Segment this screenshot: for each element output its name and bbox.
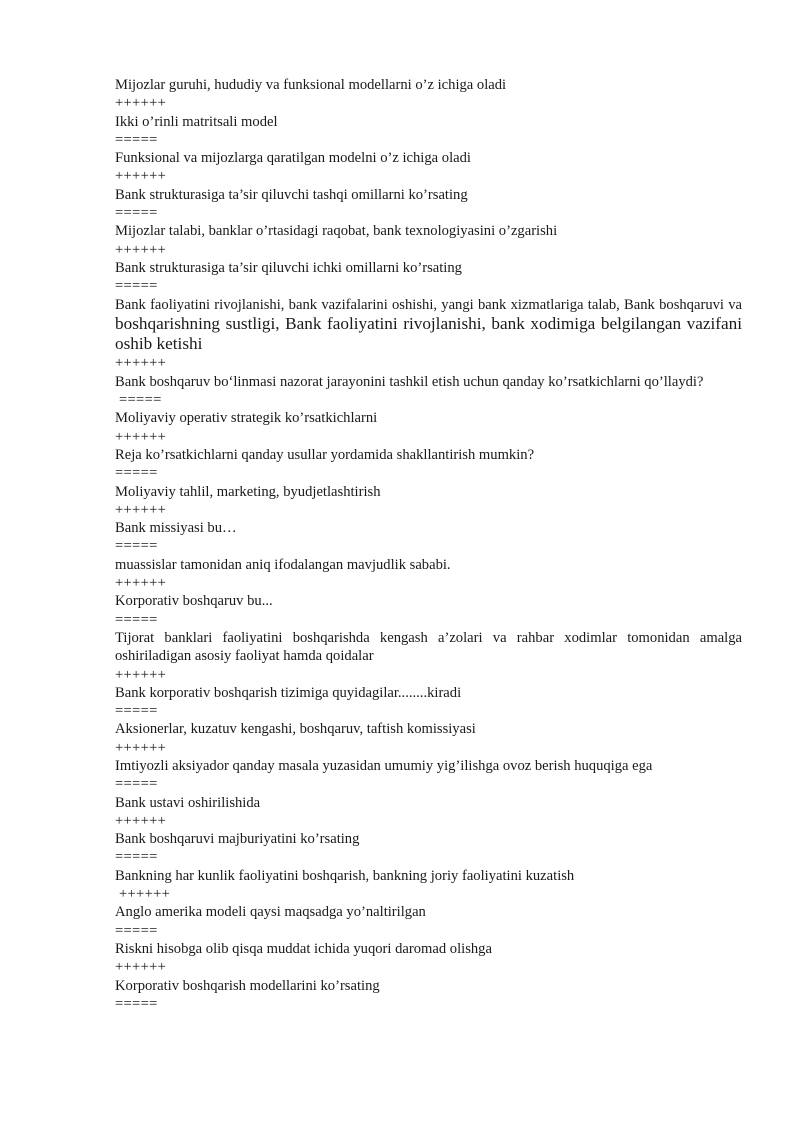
separator-line: ++++++ bbox=[115, 666, 167, 683]
paragraph-internal-factors-part1: Bank faoliyatini rivojlanishi, bank vazifalarini oshishi, yangi bank xizmatlariga talab, Bank boshqaruvi va bbox=[115, 296, 742, 313]
separator-line: ++++++ bbox=[115, 739, 167, 756]
text-line: Bankning har kunlik faoliyatini boshqarish, bankning joriy faoliyatini kuzatish bbox=[115, 867, 575, 884]
paragraph-internal-factors bbox=[115, 296, 742, 355]
separator-line: ===== bbox=[115, 205, 158, 222]
text-line: Aksionerlar, kuzatuv kengashi, boshqaruv, taftish komissiyasi bbox=[115, 721, 476, 738]
text-line: Bank strukturasiga ta’sir qiluvchi ichki omillarni ko’rsating bbox=[115, 259, 462, 276]
text-line: Imtiyozli aksiyador qanday masala yuzasidan umumiy yig’ilishga ovoz berish huquqiga ega bbox=[115, 757, 653, 774]
separator-line: ===== bbox=[115, 703, 158, 720]
text-line: Mijozlar talabi, banklar o’rtasidagi raqobat, bank texnologiyasini o’zgarishi bbox=[115, 223, 558, 240]
separator-line: ++++++ bbox=[115, 501, 167, 518]
paragraph-internal-factors-part2: boshqarishning sustligi, Bank faoliyatini rivojlanishi, bank xodimiga belgilangan vazifani oshib ketishi bbox=[115, 313, 742, 354]
separator-line: ++++++ bbox=[119, 886, 171, 903]
text-line: Korporativ boshqaruv bu... bbox=[115, 593, 273, 610]
paragraph-corporate-definition: Tijorat banklari faoliyatini boshqarishda kengash a’zolari va rahbar xodimlar tomonidan amalga oshiriladigan asosiy faoliyat hamda qoidalar bbox=[115, 629, 742, 665]
text-line: Reja ko’rsatkichlarni qanday usullar yordamida shakllantirish mumkin? bbox=[115, 446, 535, 463]
text-block-2 bbox=[115, 354, 742, 372]
text-block-1 bbox=[115, 76, 742, 296]
separator-line: ===== bbox=[115, 776, 158, 793]
separator-line: ===== bbox=[115, 611, 158, 628]
separator-line: ===== bbox=[115, 922, 158, 939]
text-line: Riskni hisobga olib qisqa muddat ichida yuqori daromad olishga bbox=[115, 940, 492, 957]
separator-line: ===== bbox=[115, 849, 158, 866]
separator-line: ++++++ bbox=[115, 355, 167, 372]
text-line: Bank strukturasiga ta’sir qiluvchi tashqi omillarni ko’rsating bbox=[115, 186, 468, 203]
text-line: Anglo amerika modeli qaysi maqsadga yo’naltirilgan bbox=[115, 904, 426, 921]
separator-line: ++++++ bbox=[115, 959, 167, 976]
text-line: Mijozlar guruhi, hududiy va funksional modellarni o’z ichiga oladi bbox=[115, 77, 507, 93]
separator-line: ++++++ bbox=[115, 428, 167, 445]
separator-line: ===== bbox=[119, 392, 162, 409]
separator-line: ++++++ bbox=[115, 575, 167, 592]
separator-line: ++++++ bbox=[115, 241, 167, 258]
separator-line: ===== bbox=[115, 278, 158, 295]
text-line: Funksional va mijozlarga qaratilgan modelni o’z ichiga oladi bbox=[115, 150, 471, 167]
text-line: Moliyaviy operativ strategik ko’rsatkichlarni bbox=[115, 410, 378, 427]
text-line: Korporativ boshqarish modellarini ko’rsating bbox=[115, 977, 380, 994]
document-page bbox=[115, 76, 742, 1013]
separator-line: ++++++ bbox=[115, 168, 167, 185]
separator-line: ===== bbox=[115, 465, 158, 482]
separator-line: ===== bbox=[115, 995, 158, 1012]
text-block-4 bbox=[115, 666, 742, 1014]
text-line: Ikki o’rinli matritsali model bbox=[115, 113, 278, 130]
text-line: Bank boshqaruvi majburiyatini ko’rsating bbox=[115, 831, 360, 848]
text-line: Bank missiyasi bu… bbox=[115, 520, 237, 537]
text-line: Bank ustavi oshirilishida bbox=[115, 794, 261, 811]
text-line: Moliyaviy tahlil, marketing, byudjetlashtirish bbox=[115, 483, 381, 500]
paragraph-control-question: Bank boshqaruv bo‘linmasi nazorat jarayonini tashkil etish uchun qanday ko’rsatkichlarni qo’llaydi? bbox=[115, 373, 704, 390]
separator-line: ===== bbox=[115, 131, 158, 148]
separator-line: ===== bbox=[115, 538, 158, 555]
text-line: muassislar tamonidan aniq ifodalangan mavjudlik sababi. bbox=[115, 556, 451, 573]
separator-line: ++++++ bbox=[115, 812, 167, 829]
text-block-3 bbox=[115, 391, 742, 629]
text-line: Bank korporativ boshqarish tizimiga quyidagilar........kiradi bbox=[115, 684, 462, 701]
separator-line: ++++++ bbox=[115, 95, 167, 112]
